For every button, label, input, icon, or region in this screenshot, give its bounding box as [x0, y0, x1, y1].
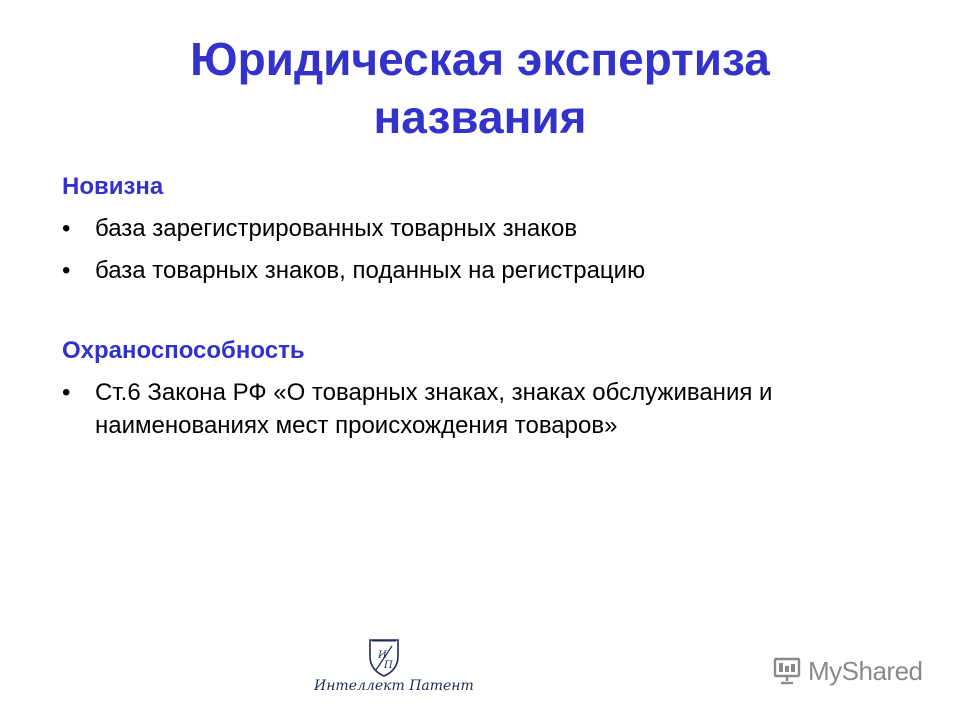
svg-text:И: И: [378, 650, 387, 661]
bullet-icon: •: [62, 215, 71, 242]
slide-body: [62, 172, 922, 442]
section-heading-protectability: Охраноспособность: [62, 337, 305, 364]
svg-text:П: П: [384, 660, 393, 671]
list-item: [62, 256, 922, 286]
section-heading-novelty: Новизна: [62, 173, 164, 200]
shield-emblem-icon: [314, 636, 454, 678]
section-spacer: [62, 286, 922, 336]
logo-caption: Интеллект Патент: [314, 678, 474, 694]
bullet-icon: •: [62, 257, 71, 284]
slide-title-line-1: Юридическая экспертиза: [190, 33, 770, 85]
list-item: [62, 376, 922, 442]
bullet-text: Ст.6 Закона РФ «О товарных знаках, знаках обслуживания и наименованиях мест происхождения товаров»: [95, 379, 773, 439]
slide-title-line-2: названия: [373, 91, 587, 143]
intellect-patent-logo: [314, 636, 474, 696]
presentation-screen-icon: [772, 656, 802, 686]
bullet-icon: •: [62, 379, 71, 406]
bullet-text: база товарных знаков, поданных на регистрацию: [95, 257, 646, 284]
slide-title: [0, 30, 960, 146]
bullet-text: база зарегистрированных товарных знаков: [95, 215, 578, 242]
myshared-watermark: [772, 654, 923, 688]
watermark-label: MyShared: [808, 655, 923, 686]
list-item: [62, 214, 922, 244]
bullet-list-novelty: [62, 214, 922, 286]
bullet-list-protectability: [62, 376, 922, 442]
